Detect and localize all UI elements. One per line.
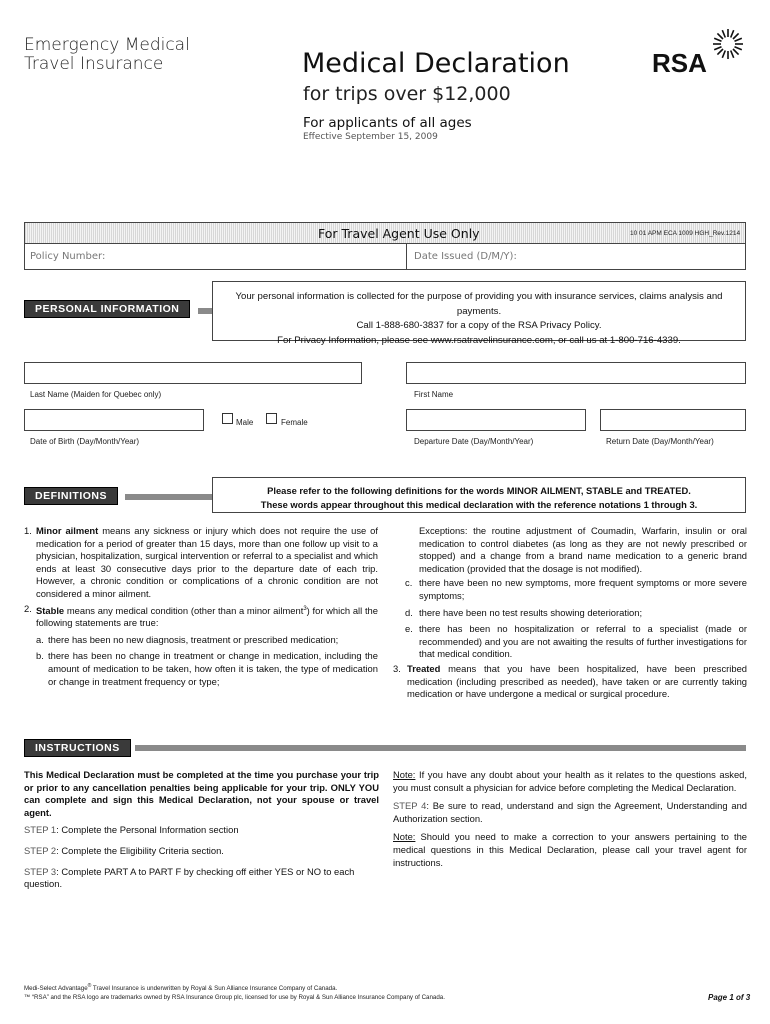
date-of-birth-input[interactable] xyxy=(24,409,204,431)
item-mark: c. xyxy=(405,577,413,589)
stable-text-b: ) for which all the following statements are true: xyxy=(36,604,378,629)
instructions-intro: This Medical Declaration must be completed at the time you purchase your trip or prior to any cancellation penalties being applicable for your trip. ONLY YOU can complete and sign this Medical Declaration, not your spouse or travel agent. xyxy=(24,769,379,818)
section-bar xyxy=(135,745,746,751)
privacy-line-1: Your personal information is collected for the purpose of providing you with insurance services, claims analysis and payments. xyxy=(235,291,723,317)
item-number: 2. xyxy=(24,602,32,614)
note-1-text: If you have any doubt about your health as it relates to the questions asked, you must consult a physician for advice before completing the Medical Declaration. xyxy=(393,769,747,793)
item-mark: b. xyxy=(36,650,44,662)
return-date-input[interactable] xyxy=(600,409,746,431)
note-2-label: Note: xyxy=(393,831,416,843)
policy-number-field[interactable]: Policy Number: xyxy=(30,251,106,262)
step-3-text: : Complete PART A to PART F by checking off either YES or NO to each question. xyxy=(24,865,355,890)
exceptions-text: Exceptions: the routine adjustment of Coumadin, Warfarin, insulin or oral medication to control diabetes (as long as they are not newly prescribed or stopped) and a change from a brand name medication to a generic brand medication (provided that the dosage is not modified). xyxy=(419,525,747,574)
term-minor-ailment: Minor ailment xyxy=(36,525,99,536)
definitions-intro-line-1: Please refer to the following definitions for the words MINOR AILMENT, STABLE and TREATED. xyxy=(267,485,691,496)
stable-d-text: there have been no test results showing deterioration; xyxy=(419,606,643,618)
stable-item-d xyxy=(393,607,747,620)
male-label: Male xyxy=(236,418,254,427)
section-bar xyxy=(198,308,212,314)
note-1 xyxy=(393,769,747,794)
brand-line-2: Travel Insurance xyxy=(24,54,164,74)
footer-underwriter xyxy=(24,983,337,992)
sunburst-icon xyxy=(713,29,743,59)
step-3 xyxy=(24,866,379,891)
step-4 xyxy=(393,800,747,825)
stable-item-e xyxy=(393,623,747,661)
step-2-text: : Complete the Eligibility Criteria section. xyxy=(56,844,224,856)
note-2 xyxy=(393,831,747,869)
personal-information-heading: PERSONAL INFORMATION xyxy=(24,300,190,318)
footer-registered: ® xyxy=(87,983,92,989)
document-title: Medical Declaration xyxy=(302,48,570,79)
stable-e-text: there has been no hospitalization or referral to a specialist (made or recommended) and you are not awaiting the results of further investigations for that medical condition. xyxy=(419,623,747,660)
travel-agent-title: For Travel Agent Use Only xyxy=(318,226,480,241)
note-2-text: Should you need to make a correction to your answers pertaining to the medical questions in this Medical Declaration, please call your travel agent for instructions. xyxy=(393,831,747,868)
privacy-notice xyxy=(214,290,744,348)
privacy-line-3: For Privacy Information, please see www.rsatravelinsurance.com, or call us at 1-800-716-4339. xyxy=(277,334,681,346)
step-1-label: STEP 1 xyxy=(24,824,57,836)
departure-date-input[interactable] xyxy=(406,409,586,431)
definition-treated xyxy=(393,663,747,701)
step-1-text: : Complete the Personal Information section xyxy=(56,824,239,836)
stable-item-b xyxy=(24,650,378,688)
agent-box-divider xyxy=(406,244,407,270)
first-name-label: First Name xyxy=(414,390,454,399)
definitions-heading: DEFINITIONS xyxy=(24,487,118,505)
page-number: Page 1 of 3 xyxy=(708,993,751,1002)
definitions-intro-line-2: These words appear throughout this medical declaration with the reference notations 1 through 3. xyxy=(260,498,698,510)
minor-ailment-text: means any sickness or injury which does not require the use of medication for a period of greater than 15 days, more than one follow up visit to a physician, hospitalization, surgical intervention or referral to a specialist and which ends at least 30 consecutive days prior to the departure date of each trip. However, a chronic condition or complications of a chronic condition are not considered a minor ailment. xyxy=(36,525,378,599)
instructions-right-column xyxy=(393,769,747,869)
footer-underwriter-text: Travel Insurance is underwritten by Royal & Sun Alliance Insurance Company of Canada. xyxy=(91,985,338,993)
treated-text: means that you have been hospitalized, have been prescribed medication (including prescribed as needed), have taken or are currently taking medication or have undergone a medical or surgical procedure. xyxy=(407,662,747,700)
last-name-label: Last Name (Maiden for Quebec only) xyxy=(30,390,162,399)
step-3-label: STEP 3 xyxy=(24,865,57,877)
step-2 xyxy=(24,845,379,858)
first-name-input[interactable] xyxy=(406,362,746,384)
stable-b-text: there has been no change in treatment or change in medication, including the amount of medication to be taken, how often it is taken, the type of medication or change in treatment frequency or type; xyxy=(48,650,378,687)
definitions-intro xyxy=(214,484,744,511)
date-issued-field[interactable]: Date Issued (D/M/Y): xyxy=(414,251,517,262)
return-date-label: Return Date (Day/Month/Year) xyxy=(606,437,714,446)
step-4-text: : Be sure to read, understand and sign the Agreement, Understanding and Authorization section. xyxy=(393,800,748,824)
departure-date-label: Departure Date (Day/Month/Year) xyxy=(414,437,534,446)
item-number: 1. xyxy=(24,525,32,536)
dob-label: Date of Birth (Day/Month/Year) xyxy=(30,437,140,446)
brand-title xyxy=(24,36,190,74)
form-code: 10 01 APM ECA 1009 HGH_Rev.1214 xyxy=(630,230,741,237)
stable-text-a: means any medical condition (other than a minor ailment xyxy=(64,604,304,616)
item-mark: e. xyxy=(405,623,413,635)
effective-date: Effective September 15, 2009 xyxy=(303,132,438,142)
privacy-line-2: Call 1-888-680-3837 for a copy of the RSA Privacy Policy. xyxy=(356,320,602,331)
definition-stable xyxy=(24,603,378,630)
male-checkbox[interactable] xyxy=(222,413,233,424)
female-label: Female xyxy=(281,418,308,427)
footer-trademark: ™ “RSA” and the RSA logo are trademarks owned by RSA Insurance Group plc, licensed for use by Royal & Sun Alliance Insurance Company of Canada. xyxy=(24,994,445,1001)
section-bar xyxy=(125,494,212,500)
step-4-label: STEP 4 xyxy=(393,800,427,812)
document-subtitle: for trips over $12,000 xyxy=(303,83,511,105)
definitions-left-column xyxy=(24,525,378,688)
term-stable: Stable xyxy=(36,604,65,616)
definitions-right-column xyxy=(393,525,747,701)
item-number: 3. xyxy=(393,662,401,674)
step-1 xyxy=(24,824,379,837)
logo-text: RSA xyxy=(652,48,707,78)
step-2-label: STEP 2 xyxy=(24,844,57,856)
stable-item-c xyxy=(393,577,747,602)
term-treated: Treated xyxy=(407,662,441,674)
stable-a-text: there has been no new diagnosis, treatment or prescribed medication; xyxy=(48,633,339,645)
item-mark: a. xyxy=(36,633,44,645)
stable-c-text: there have been no new symptoms, more frequent symptoms or more severe symptoms; xyxy=(419,577,747,601)
instructions-left-column xyxy=(24,769,379,891)
footer-product: Medi-Select Advantage xyxy=(24,985,88,993)
definition-minor-ailment xyxy=(24,525,378,601)
last-name-input[interactable] xyxy=(24,362,362,384)
note-1-label: Note: xyxy=(393,769,416,780)
rsa-logo xyxy=(650,24,750,84)
item-mark: d. xyxy=(405,606,413,618)
applicants-heading: For applicants of all ages xyxy=(303,115,472,131)
brand-line-1: Emergency Medical xyxy=(24,35,190,55)
stable-item-a xyxy=(24,634,378,647)
female-checkbox[interactable] xyxy=(266,413,277,424)
stable-sup: 3 xyxy=(303,605,307,612)
instructions-heading: INSTRUCTIONS xyxy=(24,739,131,757)
